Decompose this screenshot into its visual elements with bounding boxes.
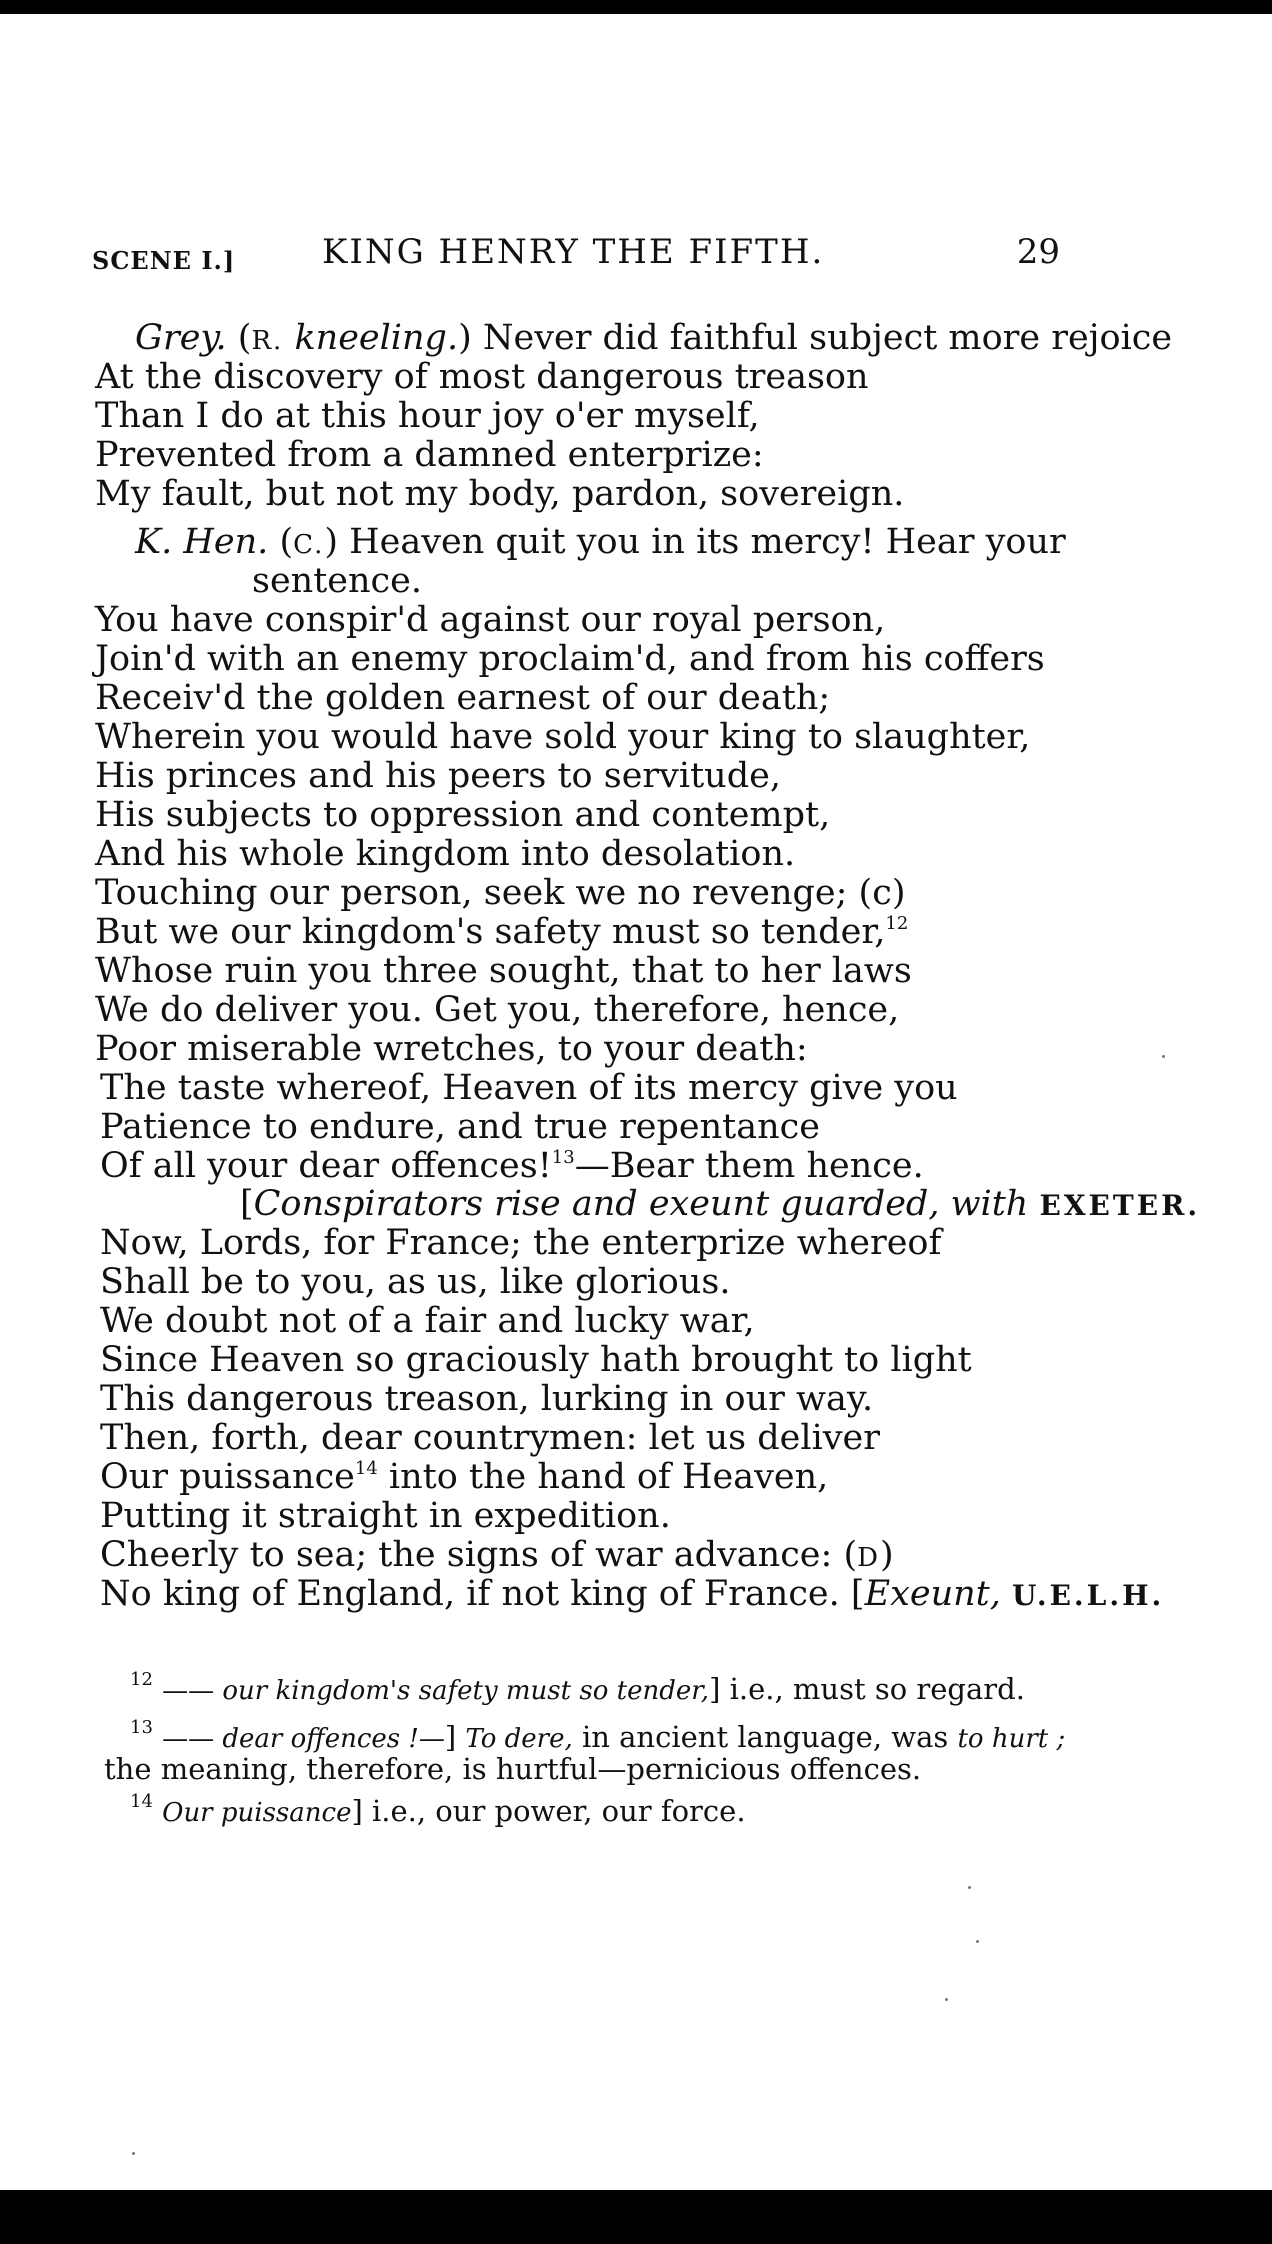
verse-line: sentence.: [252, 561, 422, 601]
verse-line: Poor miserable wretches, to your death:: [95, 1029, 808, 1069]
scan-speck: [1162, 1055, 1165, 1058]
verse-line: We do deliver you. Get you, therefore, hence,: [95, 990, 900, 1030]
stage-direction-line: [Conspirators rise and exeunt guarded, with EXETER.: [240, 1184, 1201, 1224]
verse-line: Touching our person, seek we no revenge; (c): [95, 873, 906, 913]
verse-line: Shall be to you, as us, like glorious.: [100, 1262, 731, 1302]
character-name: EXETER.: [1039, 1189, 1201, 1222]
verse-line: We doubt not of a fair and lucky war,: [100, 1301, 755, 1341]
verse-line: The taste whereof, Heaven of its mercy give you: [100, 1068, 958, 1108]
footnote-number: 14: [130, 1791, 153, 1812]
top-scan-border: [0, 0, 1272, 14]
verse-line: Of all your dear offences!$^{13}$—Bear them hence.: [100, 1146, 924, 1186]
scan-speck: [945, 1998, 948, 2001]
verse-line: K. Hen. (C.) Heaven quit you in its mercy! Hear your: [135, 522, 1066, 562]
verse-line: My fault, but not my body, pardon, sovereign.: [95, 474, 905, 514]
scan-speck: [968, 1886, 971, 1889]
verse-line: Putting it straight in expedition.: [100, 1496, 671, 1536]
footnote-13-continued: the meaning, therefore, is hurtful—pernicious offences.: [104, 1752, 922, 1786]
verse-line: Join'd with an enemy proclaim'd, and from his coffers: [95, 639, 1045, 679]
verse-line: His princes and his peers to servitude,: [95, 756, 781, 796]
bottom-scan-border: [0, 2190, 1272, 2244]
verse-line: This dangerous treason, lurking in our way.: [100, 1379, 874, 1419]
verse-line: His subjects to oppression and contempt,: [95, 795, 831, 835]
verse-line: Than I do at this hour joy o'er myself,: [95, 396, 760, 436]
verse-line: You have conspir'd against our royal person,: [95, 600, 886, 640]
verse-line: And his whole kingdom into desolation.: [95, 834, 796, 874]
scan-speck: [976, 1940, 979, 1943]
stage-position: C.: [293, 530, 325, 560]
verse-line: Now, Lords, for France; the enterprize whereof: [100, 1223, 942, 1263]
speaker-name: Grey.: [135, 318, 227, 358]
footnote-12: $^{12}$ —— our kingdom's safety must so tender,] i.e., must so regard.: [130, 1669, 1025, 1706]
verse-line: Since Heaven so graciously hath brought to light: [100, 1340, 972, 1380]
verse-line: Our puissance$^{14}$ into the hand of Heaven,: [100, 1457, 829, 1497]
running-title: KING HENRY THE FIFTH.: [322, 232, 825, 272]
footnote-ref: 14: [354, 1458, 378, 1479]
verse-line: Wherein you would have sold your king to slaughter,: [95, 717, 1031, 757]
verse-line: Grey. (R. kneeling.) Never did faithful subject more rejoice: [135, 318, 1173, 358]
verse-line: No king of England, if not king of France. [Exeunt, U.E.L.H.: [100, 1574, 1165, 1614]
exit-characters: U.E.L.H.: [1011, 1579, 1165, 1612]
verse-line: Receiv'd the golden earnest of our death;: [95, 678, 831, 718]
verse-line: Cheerly to sea; the signs of war advance: (D): [100, 1535, 894, 1575]
scene-label: SCENE I.]: [92, 246, 236, 275]
footnote-ref: 13: [551, 1147, 575, 1168]
footnote-number: 12: [130, 1669, 153, 1690]
running-header: [92, 232, 1060, 282]
stage-position: R.: [251, 326, 284, 356]
verse-line: But we our kingdom's safety must so tender,$^{12}$: [95, 912, 909, 952]
footnote-ref: 12: [885, 913, 909, 934]
speaker-name: K. Hen.: [135, 522, 269, 562]
verse-line: Prevented from a damned enterprize:: [95, 435, 764, 475]
page-number: 29: [1016, 232, 1060, 272]
footnote-number: 13: [130, 1717, 153, 1738]
verse-line: Patience to endure, and true repentance: [100, 1107, 820, 1147]
scan-speck: [132, 2152, 135, 2155]
verse-line: Then, forth, dear countrymen: let us deliver: [100, 1418, 880, 1458]
stage-direction: kneeling.: [294, 318, 459, 358]
footnote-14: $^{14}$ Our puissance] i.e., our power, our force.: [130, 1791, 746, 1828]
verse-line: At the discovery of most dangerous treason: [95, 357, 869, 397]
verse-line: Whose ruin you three sought, that to her laws: [95, 951, 912, 991]
footnote-13: $^{13}$ —— dear offences !—] To dere, in ancient language, was to hurt ;: [130, 1717, 1066, 1754]
